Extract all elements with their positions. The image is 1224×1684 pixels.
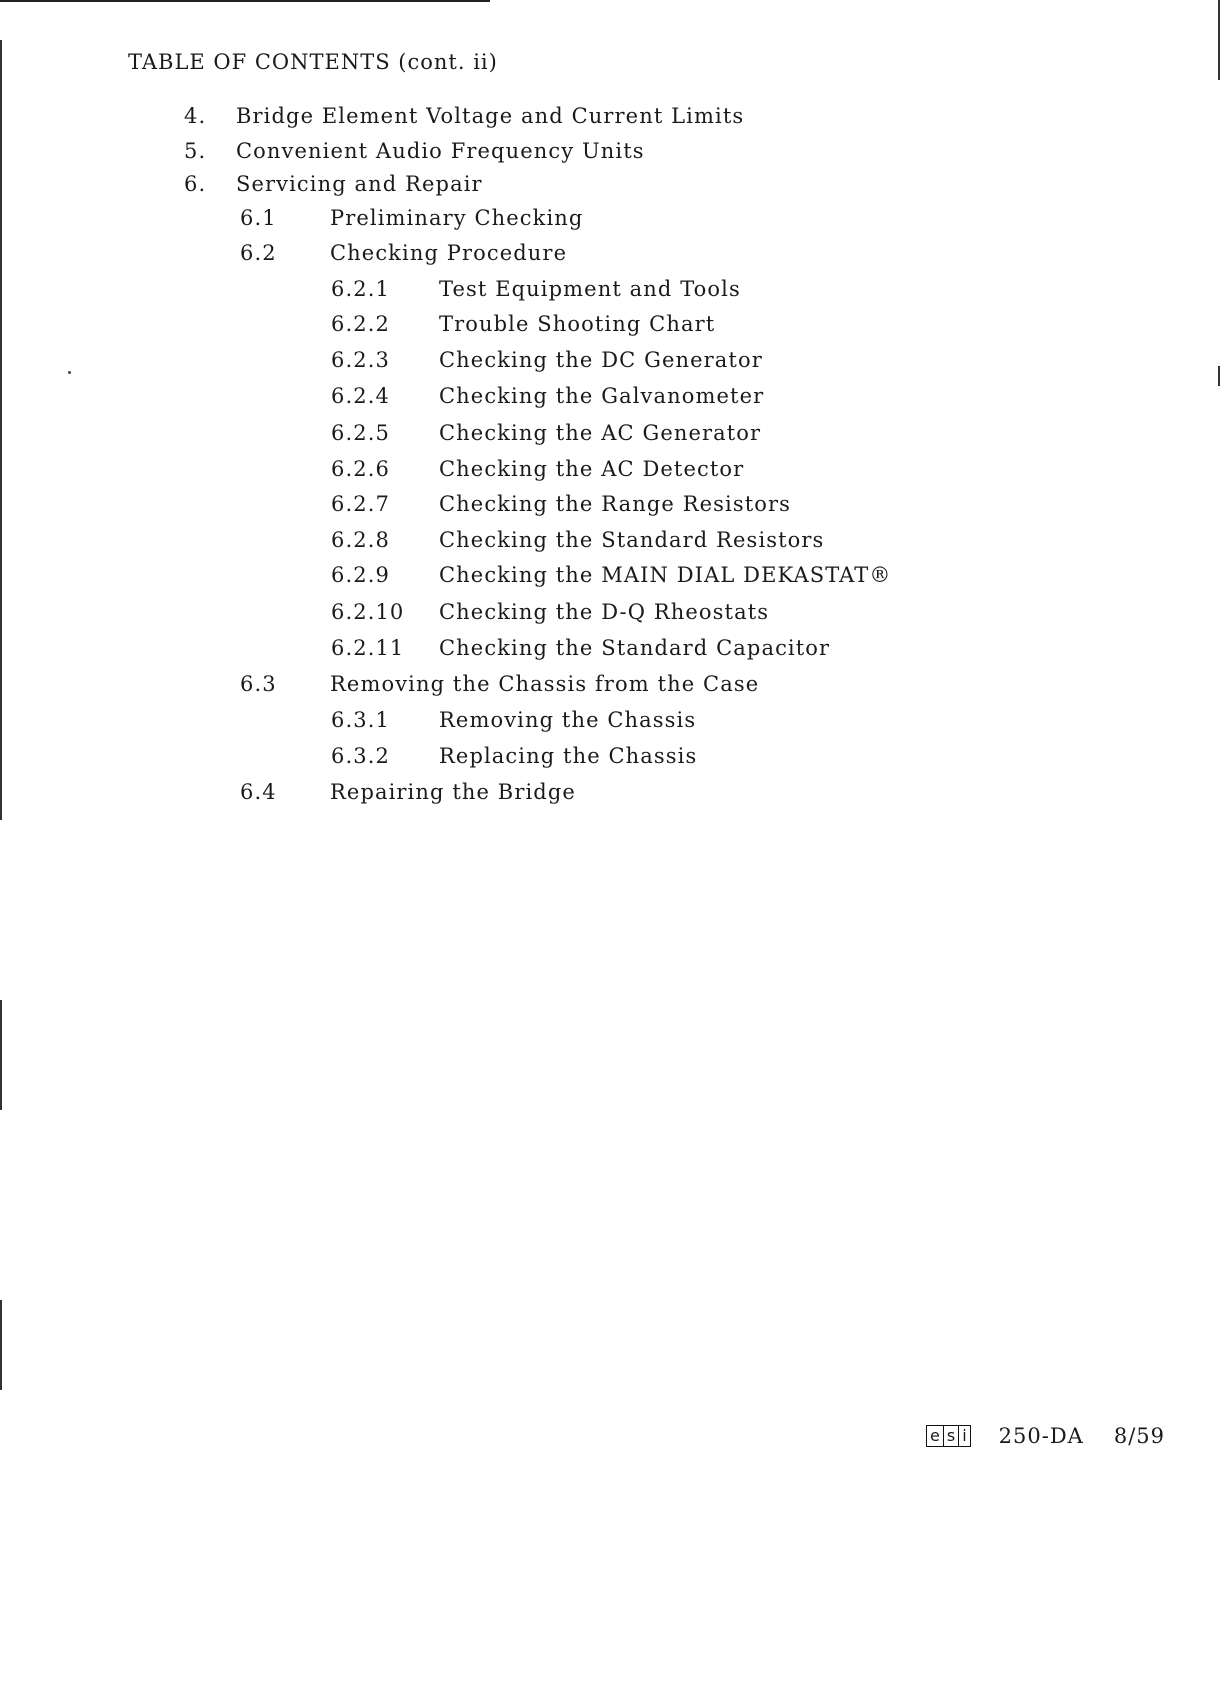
revision-date: 8/59 <box>1113 1424 1165 1448</box>
toc-entry-number: 6.2.4 <box>331 384 390 408</box>
scan-edge-left-bottom <box>0 1300 2 1390</box>
toc-entry-number: 6.2.2 <box>331 312 390 336</box>
toc-entry-title: Convenient Audio Frequency Units <box>236 139 645 163</box>
scan-speck <box>68 371 71 374</box>
model-number: 250-DA <box>998 1424 1084 1448</box>
toc-entry-title: Checking the Galvanometer <box>439 384 765 408</box>
toc-entry-title: Trouble Shooting Chart <box>439 312 716 336</box>
page-footer <box>926 1424 1165 1448</box>
toc-entry-title: Checking the Range Resistors <box>439 492 792 516</box>
toc-entry-title: Checking the AC Detector <box>439 457 745 481</box>
toc-entry-title: Checking the DC Generator <box>439 348 763 372</box>
toc-entry-number: 6.2.8 <box>331 528 390 552</box>
toc-entry-title: Preliminary Checking <box>330 206 584 230</box>
toc-entry-title: Replacing the Chassis <box>439 744 698 768</box>
scan-edge-top <box>0 0 490 2</box>
toc-entry-title: Checking the D-Q Rheostats <box>439 600 770 624</box>
scan-edge-left <box>0 40 2 820</box>
toc-entry-number: 4. <box>184 104 207 128</box>
logo-letter: i <box>958 1426 969 1446</box>
toc-entry-number: 6.2.6 <box>331 457 390 481</box>
toc-entry-number: 6.3 <box>240 672 277 696</box>
logo-letter: s <box>943 1426 958 1446</box>
toc-entry-number: 6.3.2 <box>331 744 390 768</box>
toc-entry-title: Removing the Chassis <box>439 708 697 732</box>
toc-entry-title: Checking the Standard Resistors <box>439 528 825 552</box>
scan-edge-left-lower <box>0 1000 2 1110</box>
toc-entry-number: 6.1 <box>240 206 277 230</box>
scan-edge-right-mark <box>1218 366 1220 386</box>
toc-entry-title: Checking Procedure <box>330 241 568 265</box>
scan-edge-right <box>1218 0 1220 80</box>
toc-entry-number: 6.4 <box>240 780 277 804</box>
toc-entry-title: Checking the AC Generator <box>439 421 762 445</box>
toc-entry-title: Servicing and Repair <box>236 172 483 196</box>
toc-entry-title: Checking the MAIN DIAL DEKASTAT® <box>439 563 892 587</box>
toc-entry-number: 6. <box>184 172 207 196</box>
toc-entry-number: 6.2.11 <box>331 636 405 660</box>
toc-entry-number: 6.2.10 <box>331 600 405 624</box>
toc-entry-title: Repairing the Bridge <box>330 780 576 804</box>
esi-logo <box>926 1425 971 1447</box>
toc-entry-number: 6.2.9 <box>331 563 390 587</box>
toc-entry-number: 6.2.5 <box>331 421 390 445</box>
logo-letter: e <box>930 1426 940 1445</box>
toc-entry-number: 6.2.1 <box>331 277 390 301</box>
toc-entry-title: Checking the Standard Capacitor <box>439 636 831 660</box>
page-heading: TABLE OF CONTENTS (cont. ii) <box>128 50 498 74</box>
toc-entry-title: Test Equipment and Tools <box>439 277 741 301</box>
toc-entry-number: 5. <box>184 139 207 163</box>
toc-entry-title: Removing the Chassis from the Case <box>330 672 760 696</box>
toc-entry-number: 6.3.1 <box>331 708 390 732</box>
toc-entry-title: Bridge Element Voltage and Current Limits <box>236 104 745 128</box>
toc-entry-number: 6.2.7 <box>331 492 390 516</box>
toc-entry-number: 6.2 <box>240 241 277 265</box>
toc-entry-number: 6.2.3 <box>331 348 390 372</box>
